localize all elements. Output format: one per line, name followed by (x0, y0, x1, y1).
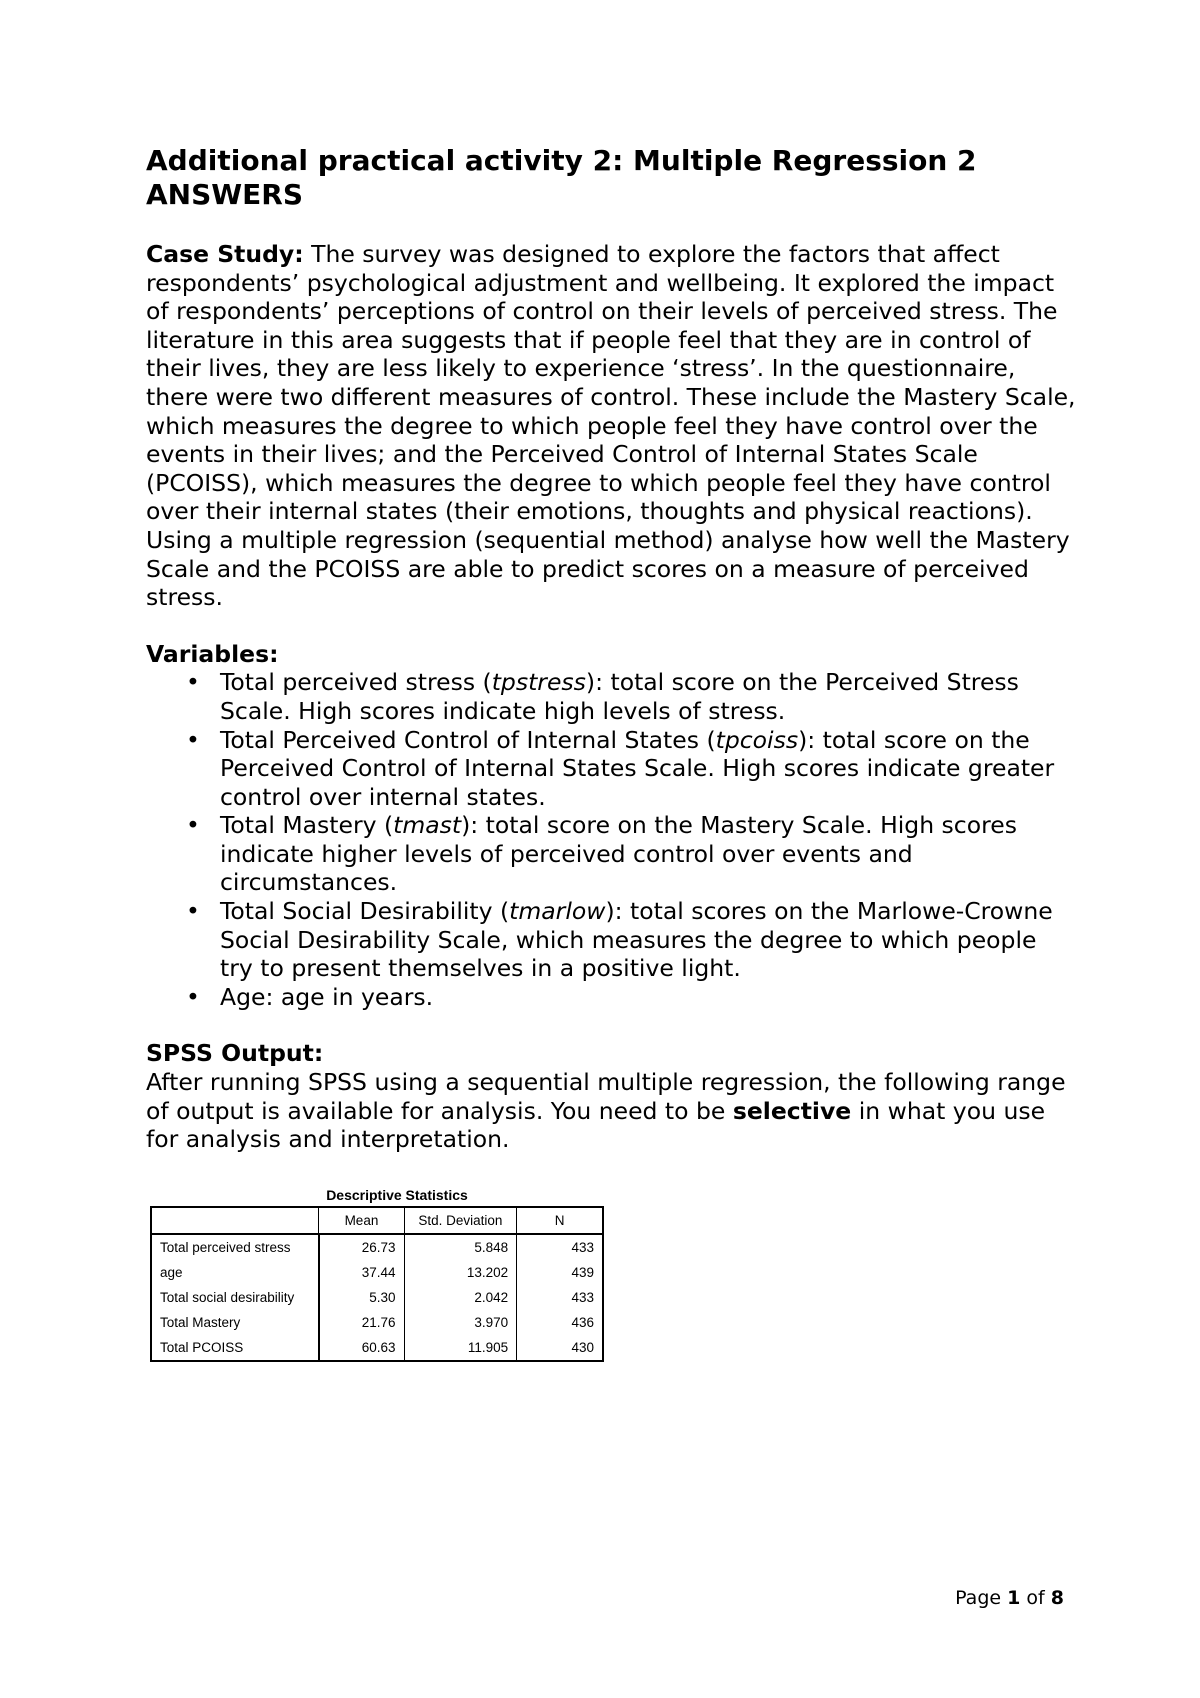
title-line-2: ANSWERS (146, 178, 304, 211)
list-item: • Total Social Desirability (tmarlow): total scores on the Marlowe-Crowne Social Desirability Scale, which measures the degree to which people try to present themselves in a positive light. (186, 897, 1053, 983)
variable-name: tpcoiss (715, 725, 799, 754)
document-title (146, 144, 1076, 212)
row-label: age (151, 1260, 319, 1285)
n-cell: 433 (517, 1285, 603, 1310)
std-deviation-cell: 13.202 (404, 1260, 517, 1285)
variable-name: tmast (393, 811, 462, 840)
std-deviation-cell: 3.970 (404, 1310, 517, 1335)
document-page (146, 144, 1076, 1154)
row-label: Total PCOISS (151, 1335, 319, 1361)
n-cell: 430 (517, 1335, 603, 1361)
std-deviation-cell: 11.905 (404, 1335, 517, 1361)
row-label: Total perceived stress (151, 1234, 319, 1260)
row-label: Total social desirability (151, 1285, 319, 1310)
column-header: Std. Deviation (404, 1207, 517, 1234)
case-study-label: Case Study: (146, 240, 304, 268)
list-item: • Total Mastery (tmast): total score on the Mastery Scale. High scores indicate higher levels of perceived control over events and circumstances. (186, 811, 1017, 897)
bullet-icon: • (186, 668, 200, 697)
n-cell: 433 (517, 1234, 603, 1260)
variable-name: tpstress (491, 668, 586, 697)
mean-cell: 60.63 (319, 1335, 404, 1361)
mean-cell: 37.44 (319, 1260, 404, 1285)
spss-output-heading: SPSS Output: (146, 1039, 324, 1068)
page-footer: Page 1 of 8 (955, 1587, 1064, 1609)
mean-cell: 5.30 (319, 1285, 404, 1310)
bullet-icon: • (186, 982, 200, 1011)
variables-list (146, 668, 1076, 1011)
mean-cell: 26.73 (319, 1234, 404, 1260)
total-page-count: 8 (1050, 1587, 1064, 1609)
title-line-1: Additional practical activity 2: Multiple Regression 2 (146, 144, 977, 177)
column-header (151, 1207, 319, 1234)
list-item: • Age: age in years. (186, 982, 434, 1011)
case-study-paragraph (146, 240, 1076, 612)
column-header: Mean (319, 1207, 404, 1234)
variable-name: tmarlow (509, 897, 606, 926)
spss-output-paragraph: After running SPSS using a sequential multiple regression, the following range of output is available for analysis. You need to be selective in what you use for analysis and interpretation. (146, 1068, 1066, 1154)
table-row (151, 1260, 603, 1285)
std-deviation-cell: 2.042 (404, 1285, 517, 1310)
descriptive-statistics-table-block (150, 1184, 604, 1362)
table-row (151, 1335, 603, 1361)
list-item: • Total Perceived Control of Internal States (tpcoiss): total score on the Perceived Control of Internal States Scale. High scores indicate greater control over internal states. (186, 725, 1055, 811)
variables-heading: Variables: (146, 639, 279, 668)
mean-cell: 21.76 (319, 1310, 404, 1335)
case-study-text: The survey was designed to explore the factors that affect respondents’ psychological adjustment and wellbeing. It explored the impact of respondents’ perceptions of control on their levels of perceived stress. The literature in this area suggests that if people feel that they are in control of their lives, they are less likely to experience ‘stress’. In the questionnaire, there were two different measures of control. These include the Mastery Scale, which measures the degree to which people feel they have control over the events in their lives; and the Perceived Control of Internal States Scale (PCOISS), which measures the degree to which people feel they have control over their internal states (their emotions, thoughts and physical reactions). Using a multiple regression (sequential method) analyse how well the Mastery Scale and the PCOISS are able to predict scores on a measure of perceived stress. (146, 240, 1076, 612)
n-cell: 436 (517, 1310, 603, 1335)
bullet-icon: • (186, 811, 200, 840)
table-title: Descriptive Statistics (326, 1187, 468, 1203)
list-item: • Total perceived stress (tpstress): total score on the Perceived Stress Scale. High scores indicate high levels of stress. (186, 668, 1019, 725)
table-row (151, 1285, 603, 1310)
table-header-row (151, 1207, 603, 1234)
std-deviation-cell: 5.848 (404, 1234, 517, 1260)
bullet-icon: • (186, 897, 200, 926)
descriptive-statistics-table (150, 1206, 604, 1362)
emphasis-selective: selective (732, 1096, 852, 1125)
bullet-icon: • (186, 725, 200, 754)
table-row (151, 1310, 603, 1335)
n-cell: 439 (517, 1260, 603, 1285)
current-page-number: 1 (1007, 1587, 1021, 1609)
table-row (151, 1234, 603, 1260)
column-header: N (517, 1207, 603, 1234)
row-label: Total Mastery (151, 1310, 319, 1335)
